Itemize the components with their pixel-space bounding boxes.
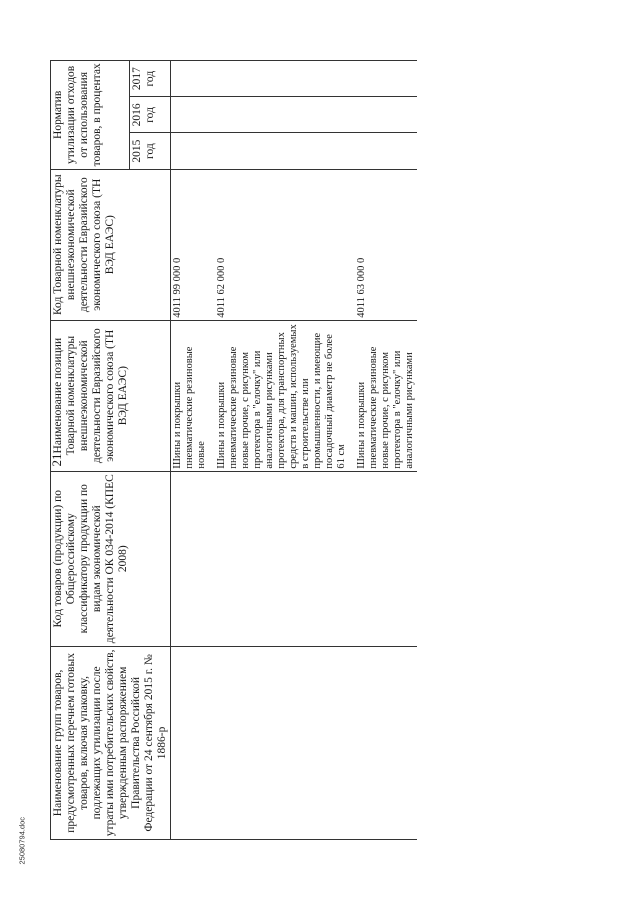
cell-tnved-code: 4011 63 000 0 <box>355 169 417 320</box>
table-row <box>355 61 417 840</box>
header-year-2015: 2015 год <box>129 133 170 169</box>
header-tnved-name: Наименование позиции Товарной номенклатуры внешнеэкономической деятельности Евразийского экономического союза (ТН ВЭД ЕАЭС) <box>51 320 171 471</box>
page-number: 21 <box>49 453 64 467</box>
cell-group <box>215 646 349 839</box>
cell-2015 <box>171 133 210 169</box>
header-year-2017: 2017 год <box>129 61 170 97</box>
cell-okpd <box>171 471 210 646</box>
header-recycling-norm: Норматив утилизации отходов от использования товаров, в процентах <box>51 61 130 170</box>
header-okpd-code: Код товаров (продукции) по Общероссийскому классификатору продукции по видам экономической деятельности ОК 034-2014 (КПЕС 2008) <box>51 471 171 646</box>
cell-2017 <box>215 61 349 97</box>
cell-group <box>171 646 210 839</box>
cell-okpd <box>355 471 417 646</box>
header-year-2016: 2016 год <box>129 97 170 133</box>
table-row <box>171 61 210 840</box>
waste-norms-table <box>50 60 417 840</box>
cell-2017 <box>171 61 210 97</box>
cell-group <box>355 646 417 839</box>
cell-2015 <box>215 133 349 169</box>
table-row <box>215 61 349 840</box>
cell-2015 <box>355 133 417 169</box>
cell-tnved-name: Шины и покрышки пневматические резиновые новые прочие, с рисунком протектора в "елочку" или аналогичными рисунками протектора, для транспортных средств и машин, используемых в строительстве или промышленности, и имеющие посадочный диаметр не более 61 см <box>215 320 349 471</box>
cell-tnved-code: 4011 99 000 0 <box>171 169 210 320</box>
cell-tnved-name: Шины и покрышки пневматические резиновые новые <box>171 320 210 471</box>
rotated-table-container <box>50 60 415 840</box>
cell-tnved-code: 4011 62 000 0 <box>215 169 349 320</box>
cell-2016 <box>355 97 417 133</box>
cell-2017 <box>355 61 417 97</box>
footer-file-code: 25080794.doc <box>17 816 27 865</box>
cell-tnved-name: Шины и покрышки пневматические резиновые новые прочие, с рисунком протектора в "елочку" или аналогичными рисунками <box>355 320 417 471</box>
cell-okpd <box>215 471 349 646</box>
cell-2016 <box>171 97 210 133</box>
cell-2016 <box>215 97 349 133</box>
header-product-groups: Наименование групп товаров, предусмотренных перечнем готовых товаров, включая упаковку, подлежащих утилизации после утраты ими потребительских свойств, утвержденным распоряжением Правительства Российской Федерации от 24 сентября 2015 г. № 1886-р <box>51 646 171 839</box>
header-tnved-code: Код Товарной номенклатуры внешнеэкономической деятельности Евразийского экономического союза (ТН ВЭД ЕАЭС) <box>51 169 171 320</box>
